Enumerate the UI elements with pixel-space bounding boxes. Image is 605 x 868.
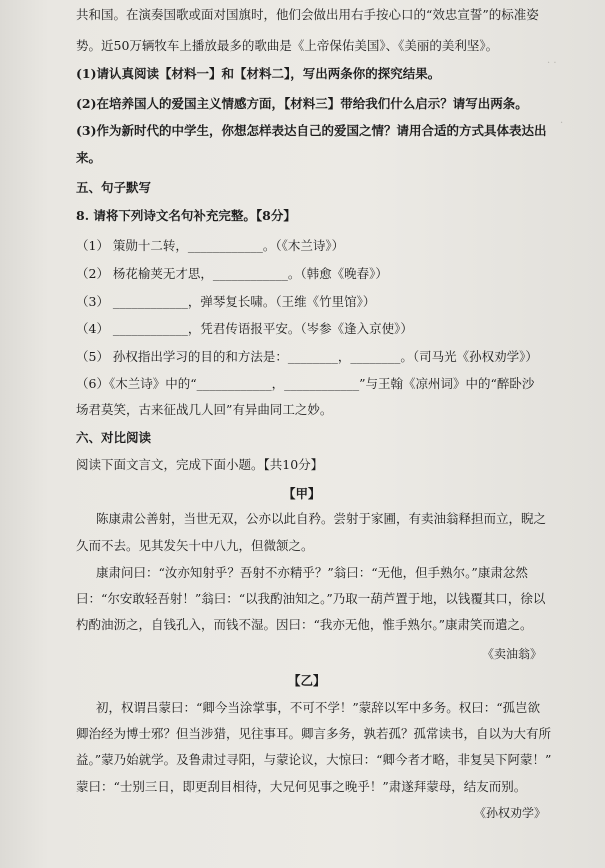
fill-blank-line: （1） 策勋十二转，____________。（《木兰诗》） (76, 238, 345, 253)
question-line: (3)作为新时代的中学生，你想怎样表达自己的爱国之情？请用合适的方式具体表达出 (76, 123, 547, 138)
passage-heading-jia: 【甲】 (283, 486, 321, 501)
fill-blank-line: （4） ____________，凭君传语报平安。（岑参《逢入京使》） (76, 321, 413, 336)
passage-line: 久而不去。见其发矢十中八九，但微颔之。 (76, 538, 314, 553)
question-line: (1)请认真阅读【材料一】和【材料二】，写出两条你的探究结果。 (76, 66, 441, 81)
passage-line: 陈康肃公善射，当世无双，公亦以此自矜。尝射于家圃，有卖油翁释担而立，睨之 (96, 511, 547, 526)
passage-line: 蒙曰：“士别三日，即更刮目相待，大兄何见事之晚乎！”肃遂拜蒙母，结友而别。 (76, 779, 527, 794)
fill-blank-line: （3） ____________，弹琴复长啸。（王维《竹里馆》） (76, 294, 376, 309)
question-line: 8. 请将下列诗文名句补充完整。【8分】 (76, 208, 296, 223)
bleed-through-text: · · (547, 58, 557, 69)
text-line: 势。近50万辆牧车上播放最多的歌曲是《上帝保佑美国》、《美丽的美利坚》。 (76, 38, 499, 53)
passage-source-yi: 《孙权劝学》 (474, 806, 547, 820)
passage-line: 卿治经为博士邪？但当涉猎，见往事耳。卿言多务，孰若孤？孤常读书，自以为大有所 (76, 726, 552, 741)
passage-line: 杓酌油沥之，自钱孔入，而钱不湿。因曰：“我亦无他，惟手熟尔。”康肃笑而遣之。 (76, 617, 533, 632)
section-heading: 五、句子默写 (76, 180, 152, 195)
passage-line: 初，权谓吕蒙曰：“卿今当涂掌事，不可不学！”蒙辞以军中多务。权曰：“孤岂欲 (96, 700, 541, 715)
fill-blank-line: （5） 孙权指出学习的目的和方法是：________，________。（司马光《孙权劝学》） (76, 349, 538, 364)
text-line: 场君莫笑，古来征战几人回”有异曲同工之妙。 (76, 402, 333, 417)
question-line: (2)在培养国人的爱国主义情感方面，【材料三】带给我们什么启示？请写出两条。 (76, 96, 528, 111)
passage-source-jia: 《卖油翁》 (482, 647, 543, 661)
passage-line: 曰：“尔安敢轻吾射！”翁曰：“以我酌油知之。”乃取一葫芦置于地，以钱覆其口，徐以 (76, 591, 546, 606)
question-line: 来。 (76, 150, 102, 165)
instruction-line: 阅读下面文言文，完成下面小题。【共10分】 (76, 457, 324, 472)
bleed-through-text: · (560, 118, 564, 129)
fill-blank-line: （2） 杨花榆荚无才思，____________。（韩愈《晚春》） (76, 266, 388, 281)
fill-blank-line: （6）《木兰诗》中的“____________，____________”与王翰《凉州词》中的“醉卧沙 (76, 376, 535, 391)
passage-line: 益。”蒙乃始就学。及鲁肃过寻阳，与蒙论议，大惊曰：“卿今者才略，非复吴下阿蒙！” (76, 752, 552, 767)
passage-line: 康肃问曰：“汝亦知射乎？吾射不亦精乎？”翁曰：“无他，但手熟尔。”康肃忿然 (96, 565, 528, 580)
section-heading: 六、对比阅读 (76, 430, 152, 445)
passage-heading-yi: 【乙】 (288, 673, 326, 688)
text-line: 共和国。在演奏国歌或面对国旗时，他们会做出用右手按心口的“效忠宣誓”的标准姿 (76, 7, 539, 22)
